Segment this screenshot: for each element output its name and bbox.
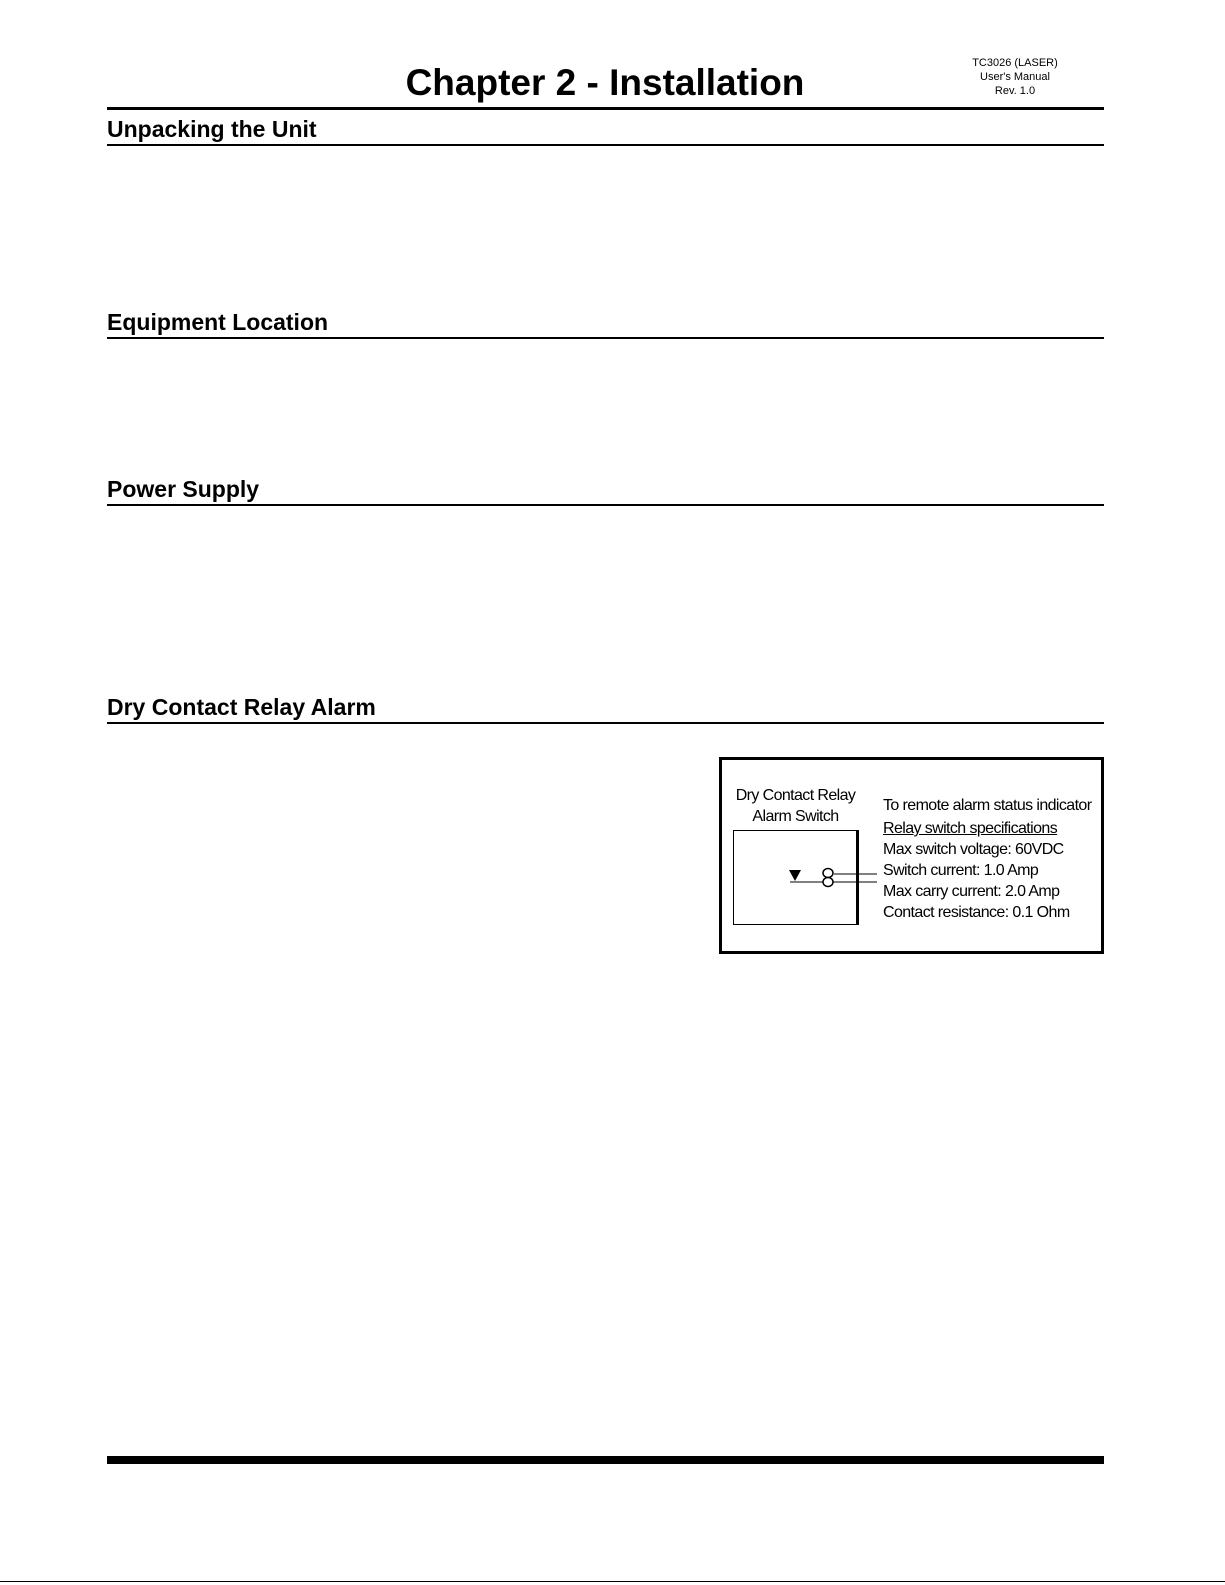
switch-title-line: Alarm Switch xyxy=(752,808,839,825)
document-type: User's Manual xyxy=(980,71,1050,83)
relay-switch-symbol xyxy=(780,860,880,892)
document-revision: Rev. 1.0 xyxy=(994,85,1036,97)
spec-heading: Relay switch specifications xyxy=(883,820,1058,837)
remote-indicator-label: To remote alarm status indicator xyxy=(883,797,1092,814)
section-rule xyxy=(107,144,1104,146)
spec-line: Switch current: 1.0 Amp xyxy=(883,862,1039,879)
section-heading-equipment-location: Equipment Location xyxy=(107,309,329,335)
section-rule xyxy=(107,337,1104,339)
switch-title-line: Dry Contact Relay xyxy=(735,787,856,804)
section-heading-unpacking: Unpacking the Unit xyxy=(107,116,317,142)
page-title: Chapter 2 - Installation xyxy=(405,62,805,103)
section-rule xyxy=(107,722,1104,724)
terminal-icon xyxy=(823,869,833,878)
section-rule xyxy=(107,504,1104,506)
spec-line: Contact resistance: 0.1 Ohm xyxy=(883,904,1070,921)
section-heading-power-supply: Power Supply xyxy=(107,476,260,502)
footer-rule xyxy=(107,1456,1104,1464)
spec-line: Max carry current: 2.0 Amp xyxy=(883,883,1060,900)
arrow-down-icon xyxy=(789,870,801,881)
page-edge-line xyxy=(0,1581,1225,1582)
header-rule xyxy=(107,107,1104,110)
switch-title xyxy=(733,785,858,827)
spec-line: Max switch voltage: 60VDC xyxy=(883,841,1064,858)
document-model: TC3026 (LASER) xyxy=(972,57,1058,69)
terminal-icon xyxy=(823,878,833,887)
document-id xyxy=(955,56,1075,98)
section-heading-dry-contact-relay-alarm: Dry Contact Relay Alarm xyxy=(107,694,376,720)
